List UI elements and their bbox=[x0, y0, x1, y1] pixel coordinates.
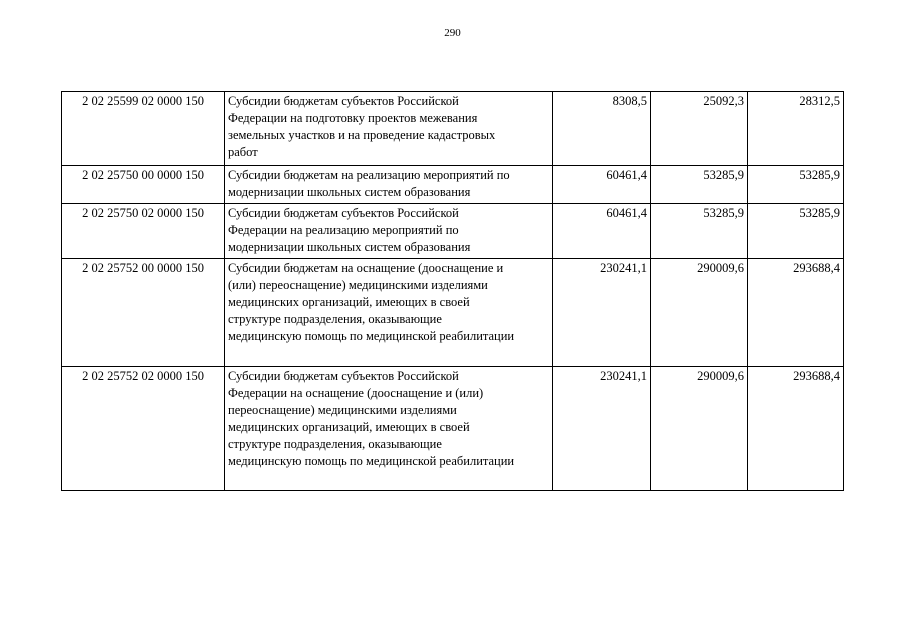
table-row bbox=[62, 204, 844, 259]
description bbox=[225, 367, 553, 491]
description bbox=[225, 204, 553, 259]
budget-code: 2 02 25750 00 0000 150 bbox=[62, 166, 225, 204]
budget-code: 2 02 25599 02 0000 150 bbox=[62, 92, 225, 166]
description-line: Федерации на реализацию мероприятий по bbox=[228, 223, 459, 237]
description-line: переоснащение) медицинскими изделиями bbox=[228, 403, 457, 417]
description-line: структуре подразделения, оказывающие bbox=[228, 312, 442, 326]
table-row bbox=[62, 367, 844, 491]
description-line: Субсидии бюджетам субъектов Российской bbox=[228, 206, 459, 220]
amount-col-3: 293688,4 bbox=[748, 367, 844, 491]
description-line: Субсидии бюджетам субъектов Российской bbox=[228, 369, 459, 383]
description bbox=[225, 166, 553, 204]
description bbox=[225, 259, 553, 367]
amount-col-2: 53285,9 bbox=[651, 204, 748, 259]
description-line: работ bbox=[228, 145, 258, 159]
table-row bbox=[62, 92, 844, 166]
amount-col-3: 293688,4 bbox=[748, 259, 844, 367]
amount-col-2: 290009,6 bbox=[651, 367, 748, 491]
amount-col-2: 290009,6 bbox=[651, 259, 748, 367]
budget-code: 2 02 25752 02 0000 150 bbox=[62, 367, 225, 491]
amount-col-2: 25092,3 bbox=[651, 92, 748, 166]
description-line: модернизации школьных систем образования bbox=[228, 240, 471, 254]
amount-col-1: 230241,1 bbox=[553, 367, 651, 491]
amount-col-1: 60461,4 bbox=[553, 204, 651, 259]
amount-col-1: 60461,4 bbox=[553, 166, 651, 204]
table-row bbox=[62, 166, 844, 204]
amount-col-1: 230241,1 bbox=[553, 259, 651, 367]
description-line: модернизации школьных систем образования bbox=[228, 185, 471, 199]
description-line: медицинских организаций, имеющих в своей bbox=[228, 420, 470, 434]
description-line: Федерации на подготовку проектов межевания bbox=[228, 111, 478, 125]
amount-col-2: 53285,9 bbox=[651, 166, 748, 204]
amount-col-3: 28312,5 bbox=[748, 92, 844, 166]
description-line: медицинских организаций, имеющих в своей bbox=[228, 295, 470, 309]
description-line: Субсидии бюджетам на оснащение (дооснащение и bbox=[228, 261, 504, 275]
description-line: земельных участков и на проведение кадастровых bbox=[228, 128, 496, 142]
budget-table bbox=[61, 91, 844, 491]
amount-col-1: 8308,5 bbox=[553, 92, 651, 166]
description-line: структуре подразделения, оказывающие bbox=[228, 437, 442, 451]
description bbox=[225, 92, 553, 166]
budget-code: 2 02 25752 00 0000 150 bbox=[62, 259, 225, 367]
description-line: Субсидии бюджетам субъектов Российской bbox=[228, 94, 459, 108]
table-row bbox=[62, 259, 844, 367]
page-number: 290 bbox=[444, 27, 461, 39]
description-line: медицинскую помощь по медицинской реабилитации bbox=[228, 454, 515, 468]
amount-col-3: 53285,9 bbox=[748, 204, 844, 259]
budget-code: 2 02 25750 02 0000 150 bbox=[62, 204, 225, 259]
description-line: (или) переоснащение) медицинскими изделиями bbox=[228, 278, 488, 292]
amount-col-3: 53285,9 bbox=[748, 166, 844, 204]
description-line: Федерации на оснащение (дооснащение и (или) bbox=[228, 386, 484, 400]
description-line: медицинскую помощь по медицинской реабилитации bbox=[228, 329, 515, 343]
description-line: Субсидии бюджетам на реализацию мероприятий по bbox=[228, 168, 510, 182]
